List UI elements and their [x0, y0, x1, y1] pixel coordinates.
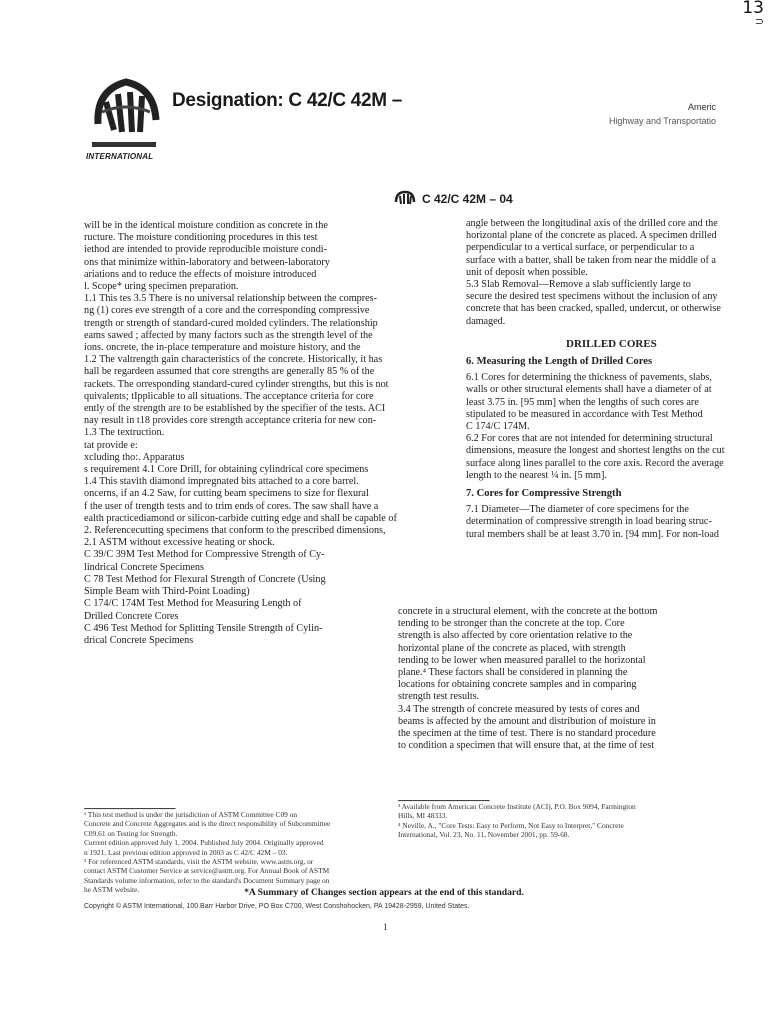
- text-line: will be in the identical moisture condition as concrete in the: [84, 220, 328, 231]
- text-line: damaged.: [466, 315, 506, 327]
- text-line: 6.2 For cores that are not intended for determining structural: [466, 433, 713, 445]
- summary-note: *A Summary of Changes section appears at the end of this standard.: [244, 887, 524, 898]
- text-line: C 39/C 39M Test Method for Compressive Strength of Cy-: [84, 549, 325, 561]
- text-line: locations for obtaining concrete samples and in comparing: [398, 679, 637, 691]
- text-line: ealth practicediamond or silicon-carbide cutting edge and shall be capable of: [84, 512, 397, 524]
- footnote-line: ² For referenced ASTM standards, visit the ASTM website, www.astm.org, or: [84, 857, 314, 867]
- text-line: ons that minimize within-laboratory and between-laboratory: [84, 256, 330, 268]
- text-line: trength or strength of standard-cured molded cylinders. The relationship: [84, 317, 378, 329]
- text-line: s requirement 4.1 Core Drill, for obtaining cylindrical core specimens: [84, 464, 369, 476]
- page-number-sub: ⊃: [754, 15, 764, 28]
- folio-number: 1: [383, 922, 388, 932]
- drilled-cores-heading: DRILLED CORES: [566, 337, 657, 350]
- text-line: xcluding tho:. Apparatus: [84, 451, 185, 463]
- publisher-line-2: Highway and Transportatio: [608, 116, 716, 126]
- text-line: ng (1) cores eve strength of a core and the corresponding compressive: [84, 305, 370, 317]
- page-number: [742, 0, 764, 27]
- text-line: iethod are intended to provide reproducible moisture condi-: [84, 244, 328, 256]
- text-line: stipulated to be measured in accordance with Test Method: [466, 408, 703, 420]
- text-line: strength is also affected by core orientation relative to the: [398, 630, 633, 642]
- text-line: C 78 Test Method for Flexural Strength of Concrete (Using: [84, 573, 326, 585]
- text-line: 1.3 The textruction.: [84, 427, 165, 439]
- text-line: 1.4 This stavith diamond impregnated bits attached to a core barrel.: [84, 476, 359, 488]
- footnote-line: International, Vol. 23, No. 11, November 2001, pp. 59-68.: [398, 830, 570, 840]
- text-line: tending to be lower when measured parallel to the horizontal: [398, 654, 646, 666]
- running-head: [394, 190, 513, 208]
- text-line: horizontal plane of the concrete as placed. A specimen drilled: [466, 230, 717, 242]
- text-line: Drilled Concrete Cores: [84, 610, 179, 622]
- text-line: tending to be stronger than the concrete at the top. Core: [398, 618, 625, 630]
- right-column: [466, 218, 766, 541]
- text-line: concrete that has been cracked, spalled, undercut, or otherwise: [466, 303, 721, 315]
- footnote-line: Current edition approved July 1, 2004. Published July 2004. Originally approved: [84, 838, 324, 848]
- text-line: quivalents; tIpplicable to all situations. The acceptance criteria for core: [84, 390, 374, 402]
- footnote-line: C09.61 on Testing for Strength.: [84, 828, 178, 838]
- text-line: dimensions, measure the longest and shortest lengths on the cut: [466, 445, 725, 457]
- footnote-line: ¹ This test method is under the jurisdiction of ASTM Committee C09 on: [84, 810, 298, 819]
- text-line: least 3.75 in. [95 mm] when the lengths of such cores are: [466, 396, 699, 408]
- text-line: concrete in a structural element, with the concrete at the bottom: [398, 606, 658, 617]
- text-line: rackets. The orresponding standard-cured cylinder strengths, but this is not: [84, 378, 389, 390]
- text-line: perpendicular to a vertical surface, or perpendicular to a: [466, 242, 695, 254]
- text-line: ariations and to reduce the effects of moisture introduced: [84, 268, 317, 280]
- left-column: [84, 220, 454, 647]
- designation-title: Designation: C 42/C 42M –: [172, 90, 403, 111]
- text-line: ions. oncrete, the in-place temperature and moisture history, and the: [84, 342, 361, 354]
- copyright-line: Copyright © ASTM International, 100 Barr Harbor Drive, PO Box C700, West Conshohocken, PA 19428-2959, United States.: [84, 903, 470, 910]
- text-line: Simple Beam with Third-Point Loading): [84, 586, 250, 598]
- running-head-text: C 42/C 42M – 04: [422, 192, 513, 206]
- astm-small-logo-icon: [394, 190, 416, 208]
- footnote-line: Standards volume information, refer to the standard's Document Summary page on: [84, 875, 330, 885]
- text-line: horizontal plane of the concrete as placed, with strength: [398, 642, 626, 654]
- text-line: eams sawed ; affected by many factors such as the strength level of the: [84, 329, 373, 341]
- text-line: 7.1 Diameter—The diameter of core specimens for the: [466, 504, 689, 516]
- text-line: ructure. The moisture conditioning procedures in this test: [84, 232, 318, 244]
- text-line: f the user of trength tests and to trim ends of cores. The saw shall have a: [84, 500, 379, 512]
- text-line: length to the nearest ¼ in. [5 mm].: [466, 469, 607, 481]
- text-line: surface along lines parallel to the core axis. Record the average: [466, 457, 724, 469]
- section-7-heading: 7. Cores for Compressive Strength: [466, 488, 622, 500]
- text-line: 1.1 This tes 3.5 There is no universal relationship between the compres-: [84, 293, 378, 305]
- text-line: 2.1 ASTM without excessive heating or shock.: [84, 537, 275, 549]
- footnote-line: Concrete and Concrete Aggregates and is the direct responsibility of Subcommittee: [84, 819, 331, 829]
- text-line: plane.⁴ These factors shall be considered in planning the: [398, 667, 628, 679]
- text-line: determination of compressive strength in load bearing struc-: [466, 516, 712, 528]
- text-line: tat provide e:: [84, 439, 138, 451]
- text-line: 2. Referencecutting specimens that conform to the prescribed dimensions,: [84, 525, 386, 537]
- text-line: 5.3 Slab Removal—Remove a slab sufficiently large to: [466, 279, 691, 291]
- footnote-line: ³ Available from American Concrete Institute (ACI), P.O. Box 9094, Farmington: [398, 802, 636, 811]
- text-line: drical Concrete Specimens: [84, 634, 194, 646]
- right-lower-column: [398, 606, 698, 752]
- text-line: angle between the longitudinal axis of the drilled core and the: [466, 218, 718, 229]
- text-line: 6.1 Cores for determining the thickness of pavements, slabs,: [466, 372, 712, 384]
- footnote-line: Hills, MI 48333.: [398, 811, 448, 821]
- text-line: secure the desired test specimens without the inclusion of any: [466, 291, 718, 303]
- footnote-line: he ASTM website.: [84, 885, 140, 895]
- text-line: tural members shall be at least 3.70 in. [94 mm]. For non-load: [466, 528, 719, 540]
- text-line: unit of deposit when possible.: [466, 266, 588, 278]
- text-line: 3.4 The strength of concrete measured by tests of cores and: [398, 703, 640, 715]
- section-6-heading: 6. Measuring the Length of Drilled Cores: [466, 356, 653, 368]
- footnote-line: n 1921. Last previous edition approved in 2003 as C 42/C 42M – 03.: [84, 847, 288, 857]
- text-line: to condition a specimen that will ensure that, at the time of test: [398, 740, 655, 752]
- text-line: l. Scope* uring specimen preparation.: [84, 281, 239, 293]
- text-line: walls or other structural elements shall have a diameter of at: [466, 384, 712, 396]
- text-line: C 174/C 174M.: [466, 421, 530, 433]
- text-line: the specimen at the time of test. There is no standard procedure: [398, 728, 656, 740]
- footnotes-left: [84, 808, 330, 895]
- text-line: C 174/C 174M Test Method for Measuring Length of: [84, 598, 302, 610]
- text-line: beams is affected by the amount and distribution of moisture in: [398, 715, 656, 727]
- publisher-line-1: Americ: [687, 102, 716, 112]
- footnote-line: ⁴ Neville, A., "Core Tests: Easy to Perform, Not Easy to Interpret," Concrete: [398, 820, 624, 830]
- text-line: strength test results.: [398, 691, 480, 703]
- footnotes-right: [398, 800, 636, 840]
- page-number-text: 13: [742, 0, 764, 18]
- text-line: ently of the strength are to be established by the specifier of the tests. ACI: [84, 403, 386, 415]
- text-line: 1.2 The valtrength gain characteristics of the concrete. Historically, it has: [84, 354, 383, 366]
- text-line: hall be regardeen assumed that core strengths are generally 85 % of the: [84, 366, 375, 378]
- text-line: surface with a batter, shall be taken from near the middle of a: [466, 254, 716, 266]
- logo-international-text: INTERNATIONAL: [86, 152, 154, 161]
- text-line: C 496 Test Method for Splitting Tensile Strength of Cylin-: [84, 622, 323, 634]
- text-line: lindrical Concrete Specimens: [84, 561, 204, 573]
- footnote-line: contact ASTM Customer Service at service@astm.org. For Annual Book of ASTM: [84, 866, 330, 876]
- text-line: nay result in t18 provides core strength acceptance criteria for new con-: [84, 415, 377, 427]
- text-line: oncerns, if an 4.2 Saw, for cutting beam specimens to size for flexural: [84, 488, 369, 500]
- astm-logo-icon: [88, 72, 164, 168]
